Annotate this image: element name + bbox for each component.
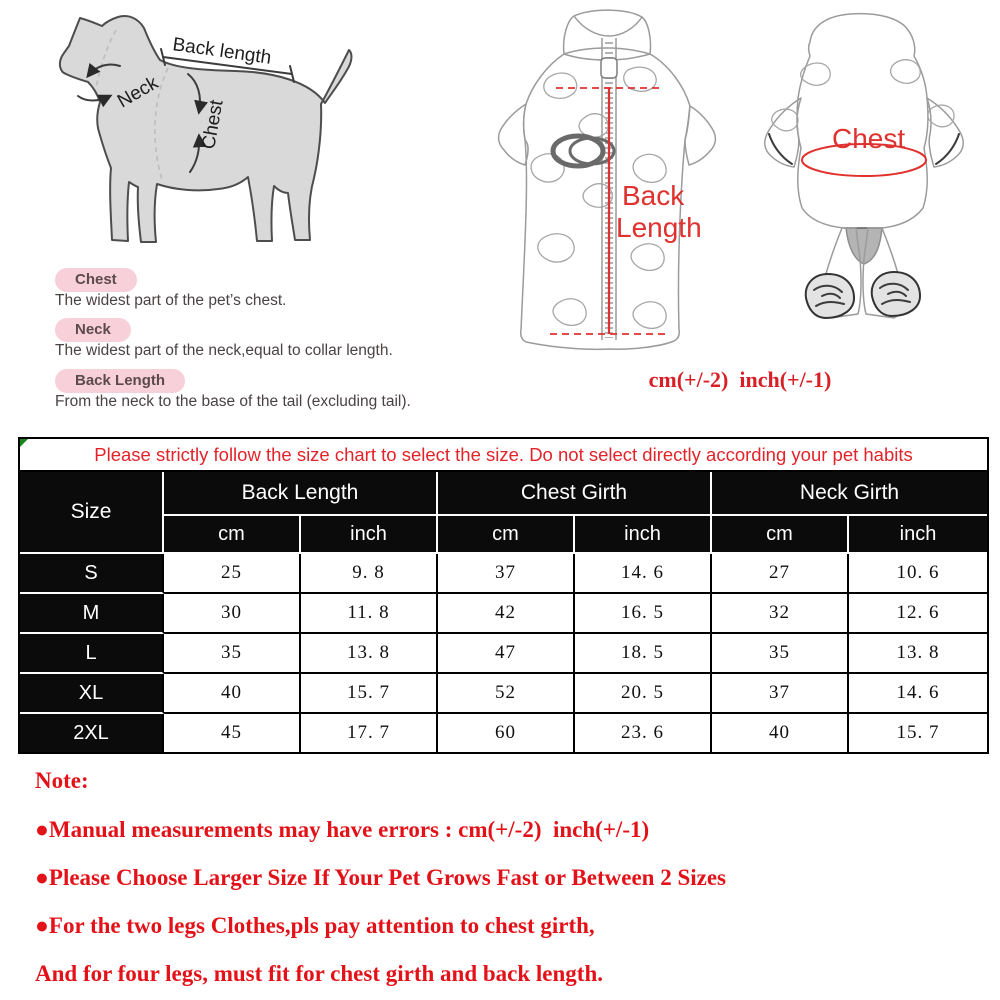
jacket-collar-inner [574,16,642,36]
value-cell: 16. 5 [575,594,712,634]
garment-back-view [742,8,987,338]
neck-definition-text: The widest part of the neck,equal to collar length. [55,342,393,359]
value-cell: 13. 8 [849,634,987,674]
back-length-definition-text: From the neck to the base of the tail (excluding tail). [55,393,411,410]
value-cell: 40 [712,714,849,752]
back-length-definition-badge: Back Length [55,369,185,393]
garment-chest-label: Chest [832,123,906,154]
value-cell: 18. 5 [575,634,712,674]
table-notice-row [20,439,987,472]
value-cell: 35 [164,634,301,674]
value-cell: 14. 6 [575,554,712,594]
table-row [20,554,987,594]
note-line: And for four legs, must fit for chest girth and back length. [35,961,603,986]
value-cell: 14. 6 [849,674,987,714]
back-length-header: Back Length [164,472,438,516]
value-cell: 15. 7 [301,674,438,714]
table-unit-row [20,516,987,554]
value-cell: 37 [712,674,849,714]
value-cell: 13. 8 [301,634,438,674]
garment-back-length-label: Length [616,212,702,243]
dog-measurement-diagram [20,8,450,270]
chest-girth-header: Chest Girth [438,472,712,516]
cuff-shading-right [936,134,959,164]
table-row [20,674,987,714]
neck-definition-badge: Neck [55,318,131,342]
value-cell: 40 [164,674,301,714]
dog-back-length-label: Back length [171,34,273,69]
table-row [20,714,987,752]
paw-pad-left [806,274,854,318]
value-cell: 9. 8 [301,554,438,594]
value-cell: 20. 5 [575,674,712,714]
unit-header-inch: inch [849,516,987,554]
value-cell: 32 [712,594,849,634]
notes-title: Note: [35,768,89,793]
dog-neck-label: Neck [114,72,162,113]
note-line: ●For the two legs Clothes,pls pay attention to chest girth, [35,913,595,938]
unit-header-inch: inch [575,516,712,554]
unit-header-inch: inch [301,516,438,554]
value-cell: 60 [438,714,575,752]
value-cell: 12. 6 [849,594,987,634]
neck-girth-header: Neck Girth [712,472,987,516]
table-row [20,594,987,634]
unit-header-cm: cm [164,516,301,554]
unit-header-cm: cm [712,516,849,554]
suit-torso-outline [797,14,928,228]
jacket-sleeve-left [499,104,528,165]
value-cell: 37 [438,554,575,594]
garment-back-length-label: Back [622,180,685,211]
size-cell: L [20,634,164,674]
size-cell: XL [20,674,164,714]
table-header-row [20,472,987,516]
value-cell: 52 [438,674,575,714]
value-cell: 25 [164,554,301,594]
d-ring-icon [553,136,614,166]
jacket-sleeve-right [685,106,715,165]
paw-pad-right [872,272,920,316]
table-row [20,634,987,674]
value-cell: 47 [438,634,575,674]
value-cell: 17. 7 [301,714,438,752]
size-cell: M [20,594,164,634]
value-cell: 23. 6 [575,714,712,752]
garment-front-view [488,8,728,364]
cuff-shading-left [769,134,792,164]
dog-chest-label: Chest [198,98,228,151]
value-cell: 11. 8 [301,594,438,634]
value-cell: 27 [712,554,849,594]
value-cell: 10. 6 [849,554,987,594]
size-table [18,437,989,754]
chest-definition-badge: Chest [55,268,137,292]
green-corner-marker [20,439,28,447]
size-cell: S [20,554,164,594]
size-column-header: Size [20,472,164,554]
chest-definition-text: The widest part of the pet’s chest. [55,292,287,309]
value-cell: 35 [712,634,849,674]
note-line: ●Please Choose Larger Size If Your Pet Grows Fast or Between 2 Sizes [35,865,726,890]
value-cell: 15. 7 [896,722,940,743]
size-cell: 2XL [20,714,164,752]
table-notice: Please strictly follow the size chart to select the size. Do not select directly according your pet habits [20,439,987,472]
note-line: ●Manual measurements may have errors : cm(+/-2) inch(+/-1) [35,817,650,842]
unit-header-cm: cm [438,516,575,554]
value-cell: 45 [164,714,301,752]
value-cell: 42 [438,594,575,634]
value-cell: 30 [164,594,301,634]
tolerance-note: cm(+/-2) inch(+/-1) [648,367,832,392]
